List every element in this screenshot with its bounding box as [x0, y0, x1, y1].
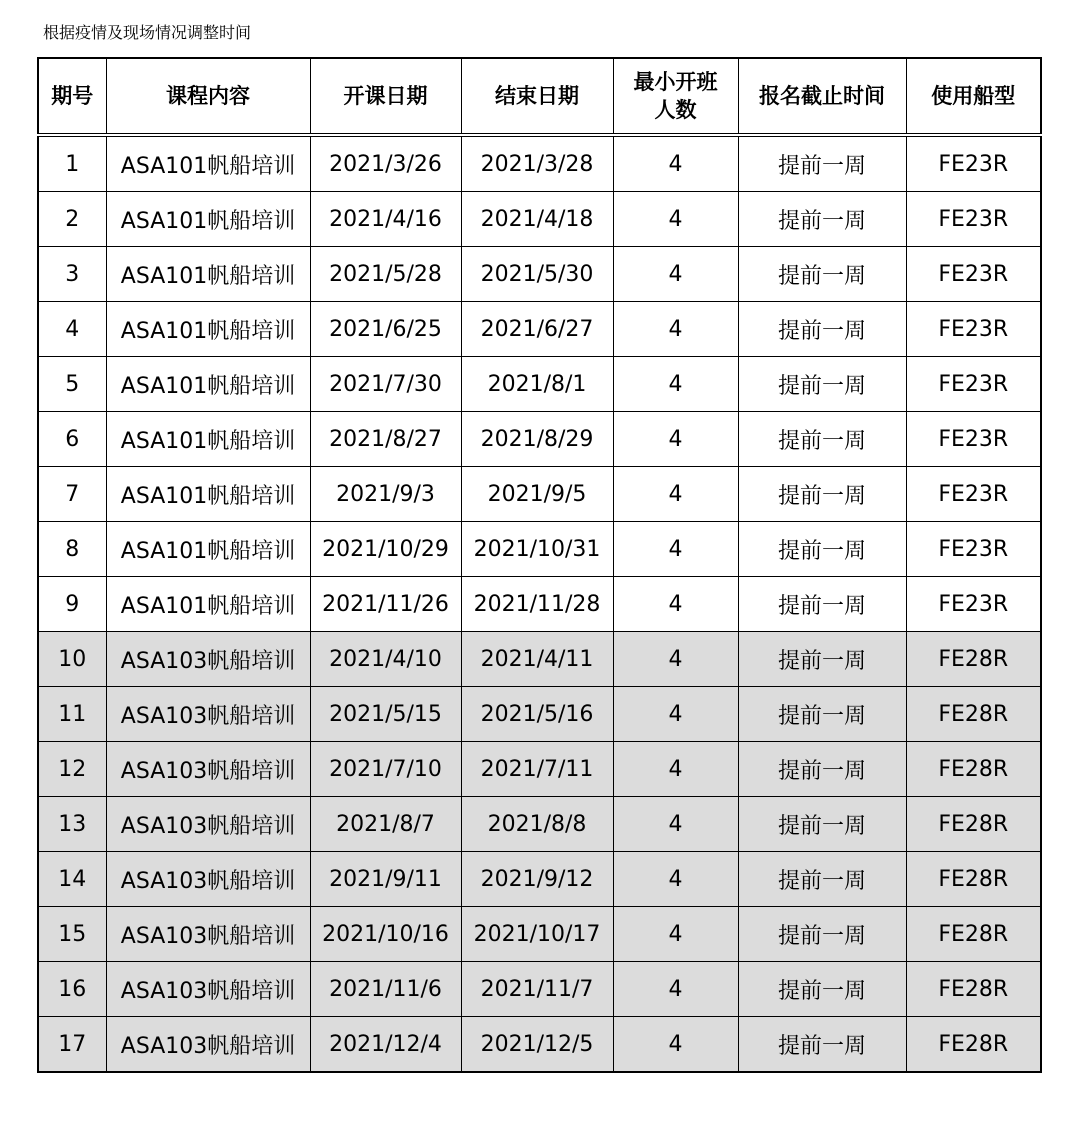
start-date-cell: 2021/9/11: [310, 852, 461, 907]
course-schedule-table: [37, 57, 1042, 1073]
table-row: [38, 135, 1041, 192]
period-no-cell: 12: [38, 742, 106, 797]
registration-deadline-cell: 提前一周: [738, 302, 906, 357]
header-period-no: 期号: [38, 58, 106, 135]
registration-deadline-cell: 提前一周: [738, 632, 906, 687]
table-row: [38, 742, 1041, 797]
course-content-cell: ASA101帆船培训: [106, 135, 310, 192]
end-date-cell: 2021/10/31: [461, 522, 613, 577]
course-content-cell: ASA103帆船培训: [106, 797, 310, 852]
start-date-cell: 2021/6/25: [310, 302, 461, 357]
table-row: [38, 577, 1041, 632]
header-start-date: 开课日期: [310, 58, 461, 135]
start-date-cell: 2021/7/30: [310, 357, 461, 412]
course-content-cell: ASA103帆船培训: [106, 632, 310, 687]
end-date-cell: 2021/7/11: [461, 742, 613, 797]
registration-deadline-cell: 提前一周: [738, 522, 906, 577]
boat-model-cell: FE23R: [906, 302, 1041, 357]
table-row: [38, 687, 1041, 742]
boat-model-cell: FE28R: [906, 907, 1041, 962]
course-content-cell: ASA101帆船培训: [106, 247, 310, 302]
min-participants-cell: 4: [613, 632, 738, 687]
min-participants-cell: 4: [613, 577, 738, 632]
period-no-cell: 6: [38, 412, 106, 467]
end-date-cell: 2021/11/28: [461, 577, 613, 632]
period-no-cell: 14: [38, 852, 106, 907]
table-row: [38, 302, 1041, 357]
period-no-cell: 15: [38, 907, 106, 962]
course-content-cell: ASA103帆船培训: [106, 852, 310, 907]
boat-model-cell: FE23R: [906, 412, 1041, 467]
registration-deadline-cell: 提前一周: [738, 357, 906, 412]
start-date-cell: 2021/5/15: [310, 687, 461, 742]
period-no-cell: 16: [38, 962, 106, 1017]
min-participants-cell: 4: [613, 797, 738, 852]
registration-deadline-cell: 提前一周: [738, 962, 906, 1017]
min-participants-cell: 4: [613, 1017, 738, 1073]
course-content-cell: ASA103帆船培训: [106, 687, 310, 742]
boat-model-cell: FE23R: [906, 522, 1041, 577]
course-content-cell: ASA101帆船培训: [106, 467, 310, 522]
table-row: [38, 357, 1041, 412]
boat-model-cell: FE23R: [906, 135, 1041, 192]
header-registration-deadline: 报名截止时间: [738, 58, 906, 135]
course-content-cell: ASA103帆船培训: [106, 1017, 310, 1073]
registration-deadline-cell: 提前一周: [738, 1017, 906, 1073]
table-row: [38, 852, 1041, 907]
boat-model-cell: FE23R: [906, 357, 1041, 412]
header-end-date: 结束日期: [461, 58, 613, 135]
registration-deadline-cell: 提前一周: [738, 135, 906, 192]
end-date-cell: 2021/11/7: [461, 962, 613, 1017]
table-row: [38, 962, 1041, 1017]
boat-model-cell: FE23R: [906, 467, 1041, 522]
start-date-cell: 2021/12/4: [310, 1017, 461, 1073]
min-participants-cell: 4: [613, 907, 738, 962]
end-date-cell: 2021/8/8: [461, 797, 613, 852]
registration-deadline-cell: 提前一周: [738, 412, 906, 467]
header-row: [38, 58, 1041, 135]
start-date-cell: 2021/10/16: [310, 907, 461, 962]
min-participants-cell: 4: [613, 742, 738, 797]
start-date-cell: 2021/10/29: [310, 522, 461, 577]
period-no-cell: 2: [38, 192, 106, 247]
boat-model-cell: FE28R: [906, 687, 1041, 742]
period-no-cell: 5: [38, 357, 106, 412]
period-no-cell: 7: [38, 467, 106, 522]
end-date-cell: 2021/9/5: [461, 467, 613, 522]
end-date-cell: 2021/5/16: [461, 687, 613, 742]
registration-deadline-cell: 提前一周: [738, 797, 906, 852]
table-row: [38, 192, 1041, 247]
registration-deadline-cell: 提前一周: [738, 192, 906, 247]
boat-model-cell: FE28R: [906, 632, 1041, 687]
min-participants-cell: 4: [613, 357, 738, 412]
period-no-cell: 4: [38, 302, 106, 357]
header-boat-model: 使用船型: [906, 58, 1041, 135]
course-content-cell: ASA101帆船培训: [106, 302, 310, 357]
registration-deadline-cell: 提前一周: [738, 577, 906, 632]
header-course-content: 课程内容: [106, 58, 310, 135]
min-participants-cell: 4: [613, 467, 738, 522]
registration-deadline-cell: 提前一周: [738, 467, 906, 522]
course-content-cell: ASA103帆船培训: [106, 742, 310, 797]
min-participants-cell: 4: [613, 302, 738, 357]
boat-model-cell: FE28R: [906, 742, 1041, 797]
table-row: [38, 1017, 1041, 1073]
table-row: [38, 522, 1041, 577]
start-date-cell: 2021/3/26: [310, 135, 461, 192]
course-content-cell: ASA101帆船培训: [106, 357, 310, 412]
registration-deadline-cell: 提前一周: [738, 247, 906, 302]
registration-deadline-cell: 提前一周: [738, 742, 906, 797]
course-content-cell: ASA101帆船培训: [106, 577, 310, 632]
min-participants-cell: 4: [613, 687, 738, 742]
boat-model-cell: FE23R: [906, 247, 1041, 302]
header-min-participants-line2: 人数: [654, 98, 697, 122]
boat-model-cell: FE28R: [906, 962, 1041, 1017]
table-row: [38, 632, 1041, 687]
course-content-cell: ASA101帆船培训: [106, 522, 310, 577]
table-row: [38, 907, 1041, 962]
course-content-cell: ASA101帆船培训: [106, 192, 310, 247]
boat-model-cell: FE23R: [906, 192, 1041, 247]
start-date-cell: 2021/4/10: [310, 632, 461, 687]
boat-model-cell: FE28R: [906, 797, 1041, 852]
boat-model-cell: FE28R: [906, 1017, 1041, 1073]
table-row: [38, 412, 1041, 467]
table-row: [38, 797, 1041, 852]
min-participants-cell: 4: [613, 852, 738, 907]
table-row: [38, 467, 1041, 522]
header-min-participants-line1: 最小开班: [633, 70, 718, 94]
start-date-cell: 2021/8/27: [310, 412, 461, 467]
course-content-cell: ASA103帆船培训: [106, 907, 310, 962]
header-min-participants: [613, 58, 738, 135]
start-date-cell: 2021/4/16: [310, 192, 461, 247]
start-date-cell: 2021/9/3: [310, 467, 461, 522]
start-date-cell: 2021/5/28: [310, 247, 461, 302]
min-participants-cell: 4: [613, 412, 738, 467]
min-participants-cell: 4: [613, 135, 738, 192]
start-date-cell: 2021/8/7: [310, 797, 461, 852]
period-no-cell: 9: [38, 577, 106, 632]
schedule-note: 根据疫情及现场情况调整时间: [43, 23, 252, 42]
start-date-cell: 2021/11/6: [310, 962, 461, 1017]
table-body: [38, 135, 1041, 1072]
end-date-cell: 2021/6/27: [461, 302, 613, 357]
period-no-cell: 8: [38, 522, 106, 577]
end-date-cell: 2021/8/1: [461, 357, 613, 412]
registration-deadline-cell: 提前一周: [738, 852, 906, 907]
period-no-cell: 17: [38, 1017, 106, 1073]
boat-model-cell: FE23R: [906, 577, 1041, 632]
end-date-cell: 2021/10/17: [461, 907, 613, 962]
start-date-cell: 2021/7/10: [310, 742, 461, 797]
end-date-cell: 2021/3/28: [461, 135, 613, 192]
period-no-cell: 11: [38, 687, 106, 742]
period-no-cell: 10: [38, 632, 106, 687]
course-content-cell: ASA101帆船培训: [106, 412, 310, 467]
boat-model-cell: FE28R: [906, 852, 1041, 907]
min-participants-cell: 4: [613, 192, 738, 247]
end-date-cell: 2021/12/5: [461, 1017, 613, 1073]
registration-deadline-cell: 提前一周: [738, 687, 906, 742]
end-date-cell: 2021/4/11: [461, 632, 613, 687]
period-no-cell: 1: [38, 135, 106, 192]
end-date-cell: 2021/5/30: [461, 247, 613, 302]
end-date-cell: 2021/4/18: [461, 192, 613, 247]
period-no-cell: 3: [38, 247, 106, 302]
registration-deadline-cell: 提前一周: [738, 907, 906, 962]
min-participants-cell: 4: [613, 962, 738, 1017]
period-no-cell: 13: [38, 797, 106, 852]
end-date-cell: 2021/9/12: [461, 852, 613, 907]
min-participants-cell: 4: [613, 522, 738, 577]
min-participants-cell: 4: [613, 247, 738, 302]
table-row: [38, 247, 1041, 302]
end-date-cell: 2021/8/29: [461, 412, 613, 467]
course-content-cell: ASA103帆船培训: [106, 962, 310, 1017]
start-date-cell: 2021/11/26: [310, 577, 461, 632]
